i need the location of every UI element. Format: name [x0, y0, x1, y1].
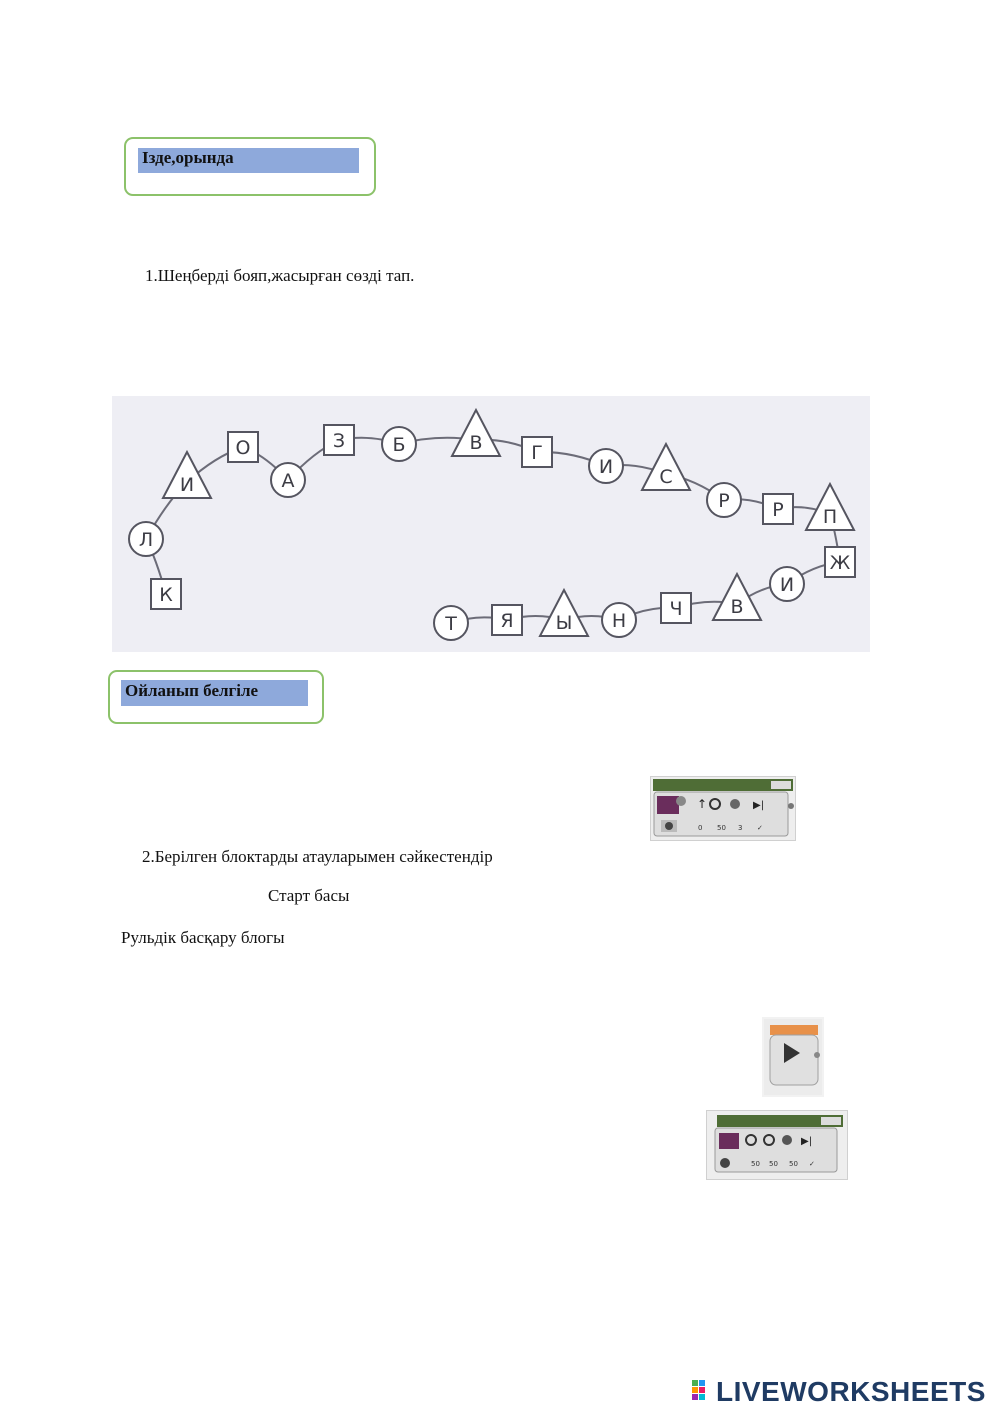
steering-block-value-2: 50 — [769, 1160, 778, 1168]
puzzle-letter: П — [822, 506, 838, 528]
puzzle-shape-square[interactable] — [324, 425, 354, 455]
puzzle-shape-square[interactable] — [825, 547, 855, 577]
puzzle-shape-circle[interactable] — [271, 463, 305, 497]
puzzle-shape-circle[interactable] — [770, 567, 804, 601]
puzzle-shape-square[interactable] — [492, 605, 522, 635]
puzzle-letter: Н — [611, 610, 627, 632]
puzzle-shape-circle[interactable] — [382, 427, 416, 461]
match-option-steering[interactable]: Рульдік басқару блогы — [121, 928, 285, 947]
puzzle-letter: К — [159, 584, 173, 606]
start-block-image[interactable] — [762, 1017, 824, 1097]
puzzle-letter: С — [659, 466, 673, 488]
puzzle-shape-triangle[interactable] — [713, 574, 761, 620]
puzzle-letter: В — [730, 596, 744, 618]
match-option-start[interactable]: Старт басы — [268, 886, 350, 905]
puzzle-letter: Ч — [669, 598, 683, 620]
svg-text:↑: ↑ — [697, 797, 708, 811]
puzzle-letter: В — [469, 432, 483, 454]
steering-block-icon — [707, 1111, 847, 1179]
puzzle-shape-triangle[interactable] — [540, 590, 588, 636]
liveworksheets-brand: LIVEWORKSHEETS — [716, 1376, 986, 1407]
puzzle-letter: З — [332, 430, 346, 452]
svg-text:▶|: ▶| — [801, 1136, 813, 1147]
section-title-search: Ізде,орында — [142, 148, 234, 167]
puzzle-shape-triangle[interactable] — [642, 444, 690, 490]
puzzle-shape-square[interactable] — [661, 593, 691, 623]
puzzle-shape-circle[interactable] — [602, 603, 636, 637]
steering-block-image[interactable] — [706, 1110, 848, 1180]
puzzle-shape-square[interactable] — [522, 437, 552, 467]
svg-text:▶|: ▶| — [753, 800, 765, 811]
letter-chain-puzzle — [112, 396, 870, 652]
puzzle-letter: Ж — [829, 552, 851, 574]
steering-block-value-4: ✓ — [809, 1160, 815, 1168]
puzzle-letter: Б — [392, 434, 406, 456]
puzzle-shape-circle[interactable] — [434, 606, 468, 640]
steering-block-value-3: 50 — [789, 1160, 798, 1168]
puzzle-shape-triangle[interactable] — [163, 452, 211, 498]
puzzle-shape-circle[interactable] — [707, 483, 741, 517]
section-title-think: Ойланып белгіле — [125, 681, 259, 700]
move-block-image[interactable] — [650, 776, 796, 841]
move-block-value-3: 3 — [738, 824, 743, 832]
letter-chain-svg — [112, 396, 870, 652]
puzzle-shape-triangle[interactable] — [806, 484, 854, 530]
puzzle-letter: Р — [718, 490, 730, 512]
move-block-value-2: 50 — [717, 824, 726, 832]
puzzle-letter: И — [779, 574, 795, 596]
puzzle-letter: И — [598, 456, 614, 478]
puzzle-shape-square[interactable] — [763, 494, 793, 524]
steering-block-value-1: 50 — [751, 1160, 760, 1168]
puzzle-letter: Я — [500, 610, 514, 632]
puzzle-letter: Л — [138, 529, 154, 551]
puzzle-letter: Т — [445, 613, 457, 635]
puzzle-letter: И — [179, 474, 195, 496]
puzzle-shape-square[interactable] — [228, 432, 258, 462]
puzzle-letter: Ы — [555, 612, 573, 634]
puzzle-shape-circle[interactable] — [589, 449, 623, 483]
liveworksheets-logo-icon — [692, 1380, 712, 1402]
move-block-icon — [651, 777, 795, 840]
puzzle-shape-triangle[interactable] — [452, 410, 500, 456]
puzzle-letter: Р — [772, 499, 784, 521]
task-2-instruction: 2.Берілген блоктарды атауларымен сәйкестендір — [142, 847, 493, 866]
start-block-icon — [762, 1017, 824, 1097]
puzzle-letter: А — [281, 470, 295, 492]
move-block-value-1: 0 — [698, 824, 703, 832]
puzzle-letter: Г — [531, 442, 543, 464]
puzzle-shape-circle[interactable] — [129, 522, 163, 556]
task-1-instruction: 1.Шеңберді бояп,жасырған сөзді тап. — [145, 266, 415, 285]
move-block-value-4: ✓ — [757, 824, 763, 832]
puzzle-letter: О — [235, 437, 251, 459]
puzzle-shape-square[interactable] — [151, 579, 181, 609]
